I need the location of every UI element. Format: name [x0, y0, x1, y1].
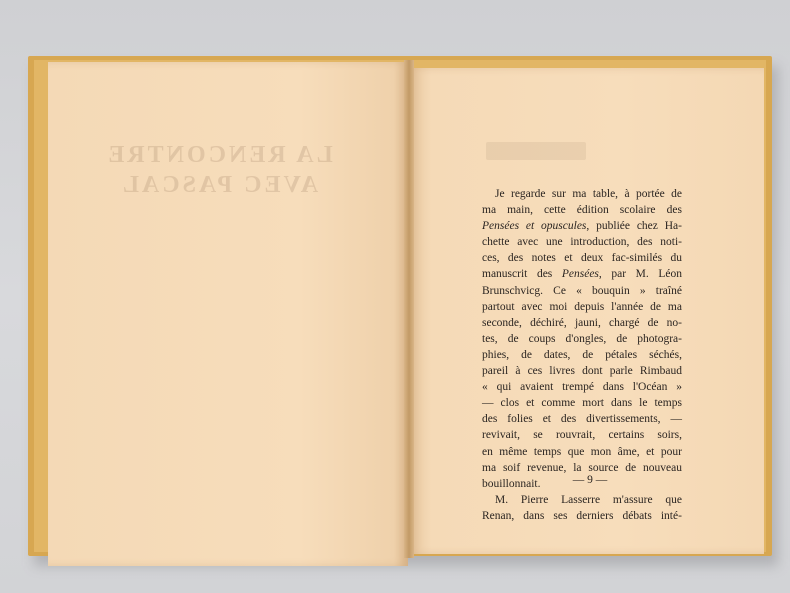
text-word: sur [551, 188, 566, 200]
text-word: soif [502, 461, 521, 474]
text-word: chez [636, 220, 658, 233]
text-word: qui [496, 381, 512, 394]
text-word: Léon [658, 268, 682, 281]
show-through-title-line-1: LA RENCONTRE [105, 142, 333, 168]
text-word: et [646, 445, 655, 458]
text-word: Rimbaud [639, 365, 682, 378]
text-word: ces, [482, 252, 500, 265]
text-word: Ce [553, 284, 566, 297]
show-through-title [104, 140, 334, 200]
text-word: traîné [655, 284, 682, 297]
text-word: d'ongles, [565, 332, 607, 345]
text-line [482, 186, 682, 202]
text-word: regarde [511, 188, 546, 200]
text-word: photogra- [637, 332, 682, 345]
text-line [482, 234, 682, 250]
text-word: à [515, 365, 521, 378]
text-word: ma [482, 461, 497, 474]
text-word: et [525, 220, 535, 233]
text-word: manuscrit [482, 268, 528, 281]
text-word: dates, [543, 348, 571, 361]
text-line [482, 444, 682, 460]
text-word: « [482, 381, 488, 394]
text-word: se [533, 429, 543, 442]
text-word: avec [517, 236, 539, 249]
text-word: revenue, [527, 461, 567, 474]
text-word: — [482, 397, 494, 410]
text-word: portée [635, 188, 665, 200]
text-word: divertissements, [586, 413, 661, 426]
text-word: même [499, 445, 528, 458]
text-line [482, 331, 682, 347]
text-word: débats [622, 509, 652, 522]
show-through-mark [486, 142, 586, 160]
text-word: des [666, 204, 682, 217]
text-word: du [670, 252, 682, 265]
text-line [482, 395, 682, 411]
text-word: âme, [617, 445, 640, 458]
text-word: séchés, [649, 348, 682, 361]
text-line [482, 283, 682, 299]
text-word: de [671, 188, 682, 200]
text-word: partout [482, 300, 515, 313]
text-word: M. [495, 493, 509, 506]
text-word: phies, [482, 348, 510, 361]
text-word: » [639, 284, 646, 297]
text-word: moi [549, 300, 568, 313]
text-line [482, 492, 682, 508]
text-word: temps [654, 397, 682, 410]
text-word: pour [660, 445, 682, 458]
text-word: temps [533, 445, 562, 458]
text-word: déchiré, [530, 316, 567, 329]
text-line [482, 299, 682, 315]
text-word: » [676, 381, 682, 394]
text-word: rouvrait, [555, 429, 596, 442]
text-word: cette [544, 204, 566, 217]
text-word: trempé [562, 381, 595, 394]
text-line [482, 202, 682, 218]
text-word: une [546, 236, 563, 249]
text-word: mon [590, 445, 612, 458]
text-word: dans [611, 397, 633, 410]
text-word: M. [635, 268, 649, 281]
text-line [482, 347, 682, 363]
text-word: avaient [520, 381, 554, 394]
text-word: de [507, 332, 519, 345]
text-word: fac-similés [611, 252, 663, 265]
text-word: de [650, 300, 661, 313]
text-word: de [625, 461, 637, 474]
text-word: introduction, [570, 236, 630, 249]
text-word: en [482, 445, 493, 458]
text-word: de [616, 332, 628, 345]
text-word: scolaire [619, 204, 656, 217]
text-word: revivait, [482, 429, 520, 442]
text-word: m'assure [612, 493, 653, 506]
text-word: bouillonnait. [482, 477, 541, 490]
text-word: l'année [611, 300, 644, 313]
text-word: Renan, [482, 509, 515, 522]
text-word: chette [482, 236, 510, 249]
text-word: clos [500, 397, 520, 410]
text-line [482, 411, 682, 427]
text-word: jauni, [574, 316, 601, 329]
text-word: inté- [660, 509, 682, 522]
page-number: — 9 — [572, 474, 608, 486]
text-word: des [637, 236, 653, 249]
text-word: à [624, 188, 630, 200]
text-word: des [536, 268, 553, 281]
text-word: ma [572, 188, 587, 200]
text-line [482, 266, 682, 282]
text-word: dont [582, 365, 603, 378]
text-word: bouquin [592, 284, 630, 297]
text-line [482, 379, 682, 395]
text-word: ses [553, 509, 568, 522]
text-word: des [560, 413, 577, 426]
text-word: main, [507, 204, 533, 217]
text-word: noti- [660, 236, 682, 249]
text-word: opuscules, [541, 220, 590, 233]
text-word: — [670, 413, 682, 426]
text-word: derniers [576, 509, 614, 522]
text-word: folies [507, 413, 533, 426]
text-word: Je [495, 188, 505, 200]
text-word: de [521, 348, 532, 361]
text-word: Pierre [520, 493, 549, 506]
text-word: deux [580, 252, 604, 265]
text-word: publiée [596, 220, 630, 233]
text-word: nouveau [643, 461, 682, 474]
text-word: pareil [482, 365, 509, 378]
book-gutter [404, 60, 414, 558]
text-word: Ha- [664, 220, 682, 233]
text-line [482, 218, 682, 234]
text-word: de [647, 316, 659, 329]
text-word: et [542, 413, 551, 426]
text-word: dans [602, 381, 624, 394]
text-word: et [564, 252, 573, 265]
text-word: le [639, 397, 648, 410]
text-word: Brunschvicg. [482, 284, 544, 297]
text-word: l'Océan [632, 381, 668, 394]
text-word: Pensées [482, 220, 520, 233]
text-word: comme [541, 397, 576, 410]
text-word: notes [531, 252, 556, 265]
text-word: source [588, 461, 619, 474]
text-word: table, [592, 188, 619, 200]
text-word: ma [667, 300, 682, 313]
text-word: seconde, [482, 316, 522, 329]
text-word: que [567, 445, 585, 458]
text-word: dans [523, 509, 545, 522]
text-word: depuis [574, 300, 605, 313]
text-word: avec [521, 300, 543, 313]
text-word: coups [528, 332, 556, 345]
text-word: pétales [605, 348, 638, 361]
text-word: certains [608, 429, 645, 442]
text-line [482, 363, 682, 379]
text-word: que [665, 493, 682, 506]
text-word: par [611, 268, 627, 281]
text-word: ces [527, 365, 543, 378]
text-word: des [507, 252, 524, 265]
text-word: des [482, 413, 498, 426]
text-word: la [573, 461, 582, 474]
text-word: mort [582, 397, 604, 410]
text-word: Lasserre [561, 493, 601, 506]
show-through-title-line-2: AVEC PASCAL [119, 172, 319, 198]
text-word: et [526, 397, 535, 410]
text-word: tes, [482, 332, 498, 345]
text-line [482, 427, 682, 443]
left-page [48, 62, 408, 566]
text-word: de [582, 348, 594, 361]
text-word: édition [576, 204, 609, 217]
text-word: livres [549, 365, 575, 378]
text-word: Pensées, [561, 268, 602, 281]
text-word: no- [666, 316, 682, 329]
text-word: chargé [608, 316, 640, 329]
text-word: ma [482, 204, 497, 217]
text-word: « [576, 284, 582, 297]
text-line [482, 508, 682, 524]
text-line [482, 250, 682, 266]
text-word: soirs, [657, 429, 682, 442]
text-line [482, 315, 682, 331]
text-word: parle [609, 365, 633, 378]
